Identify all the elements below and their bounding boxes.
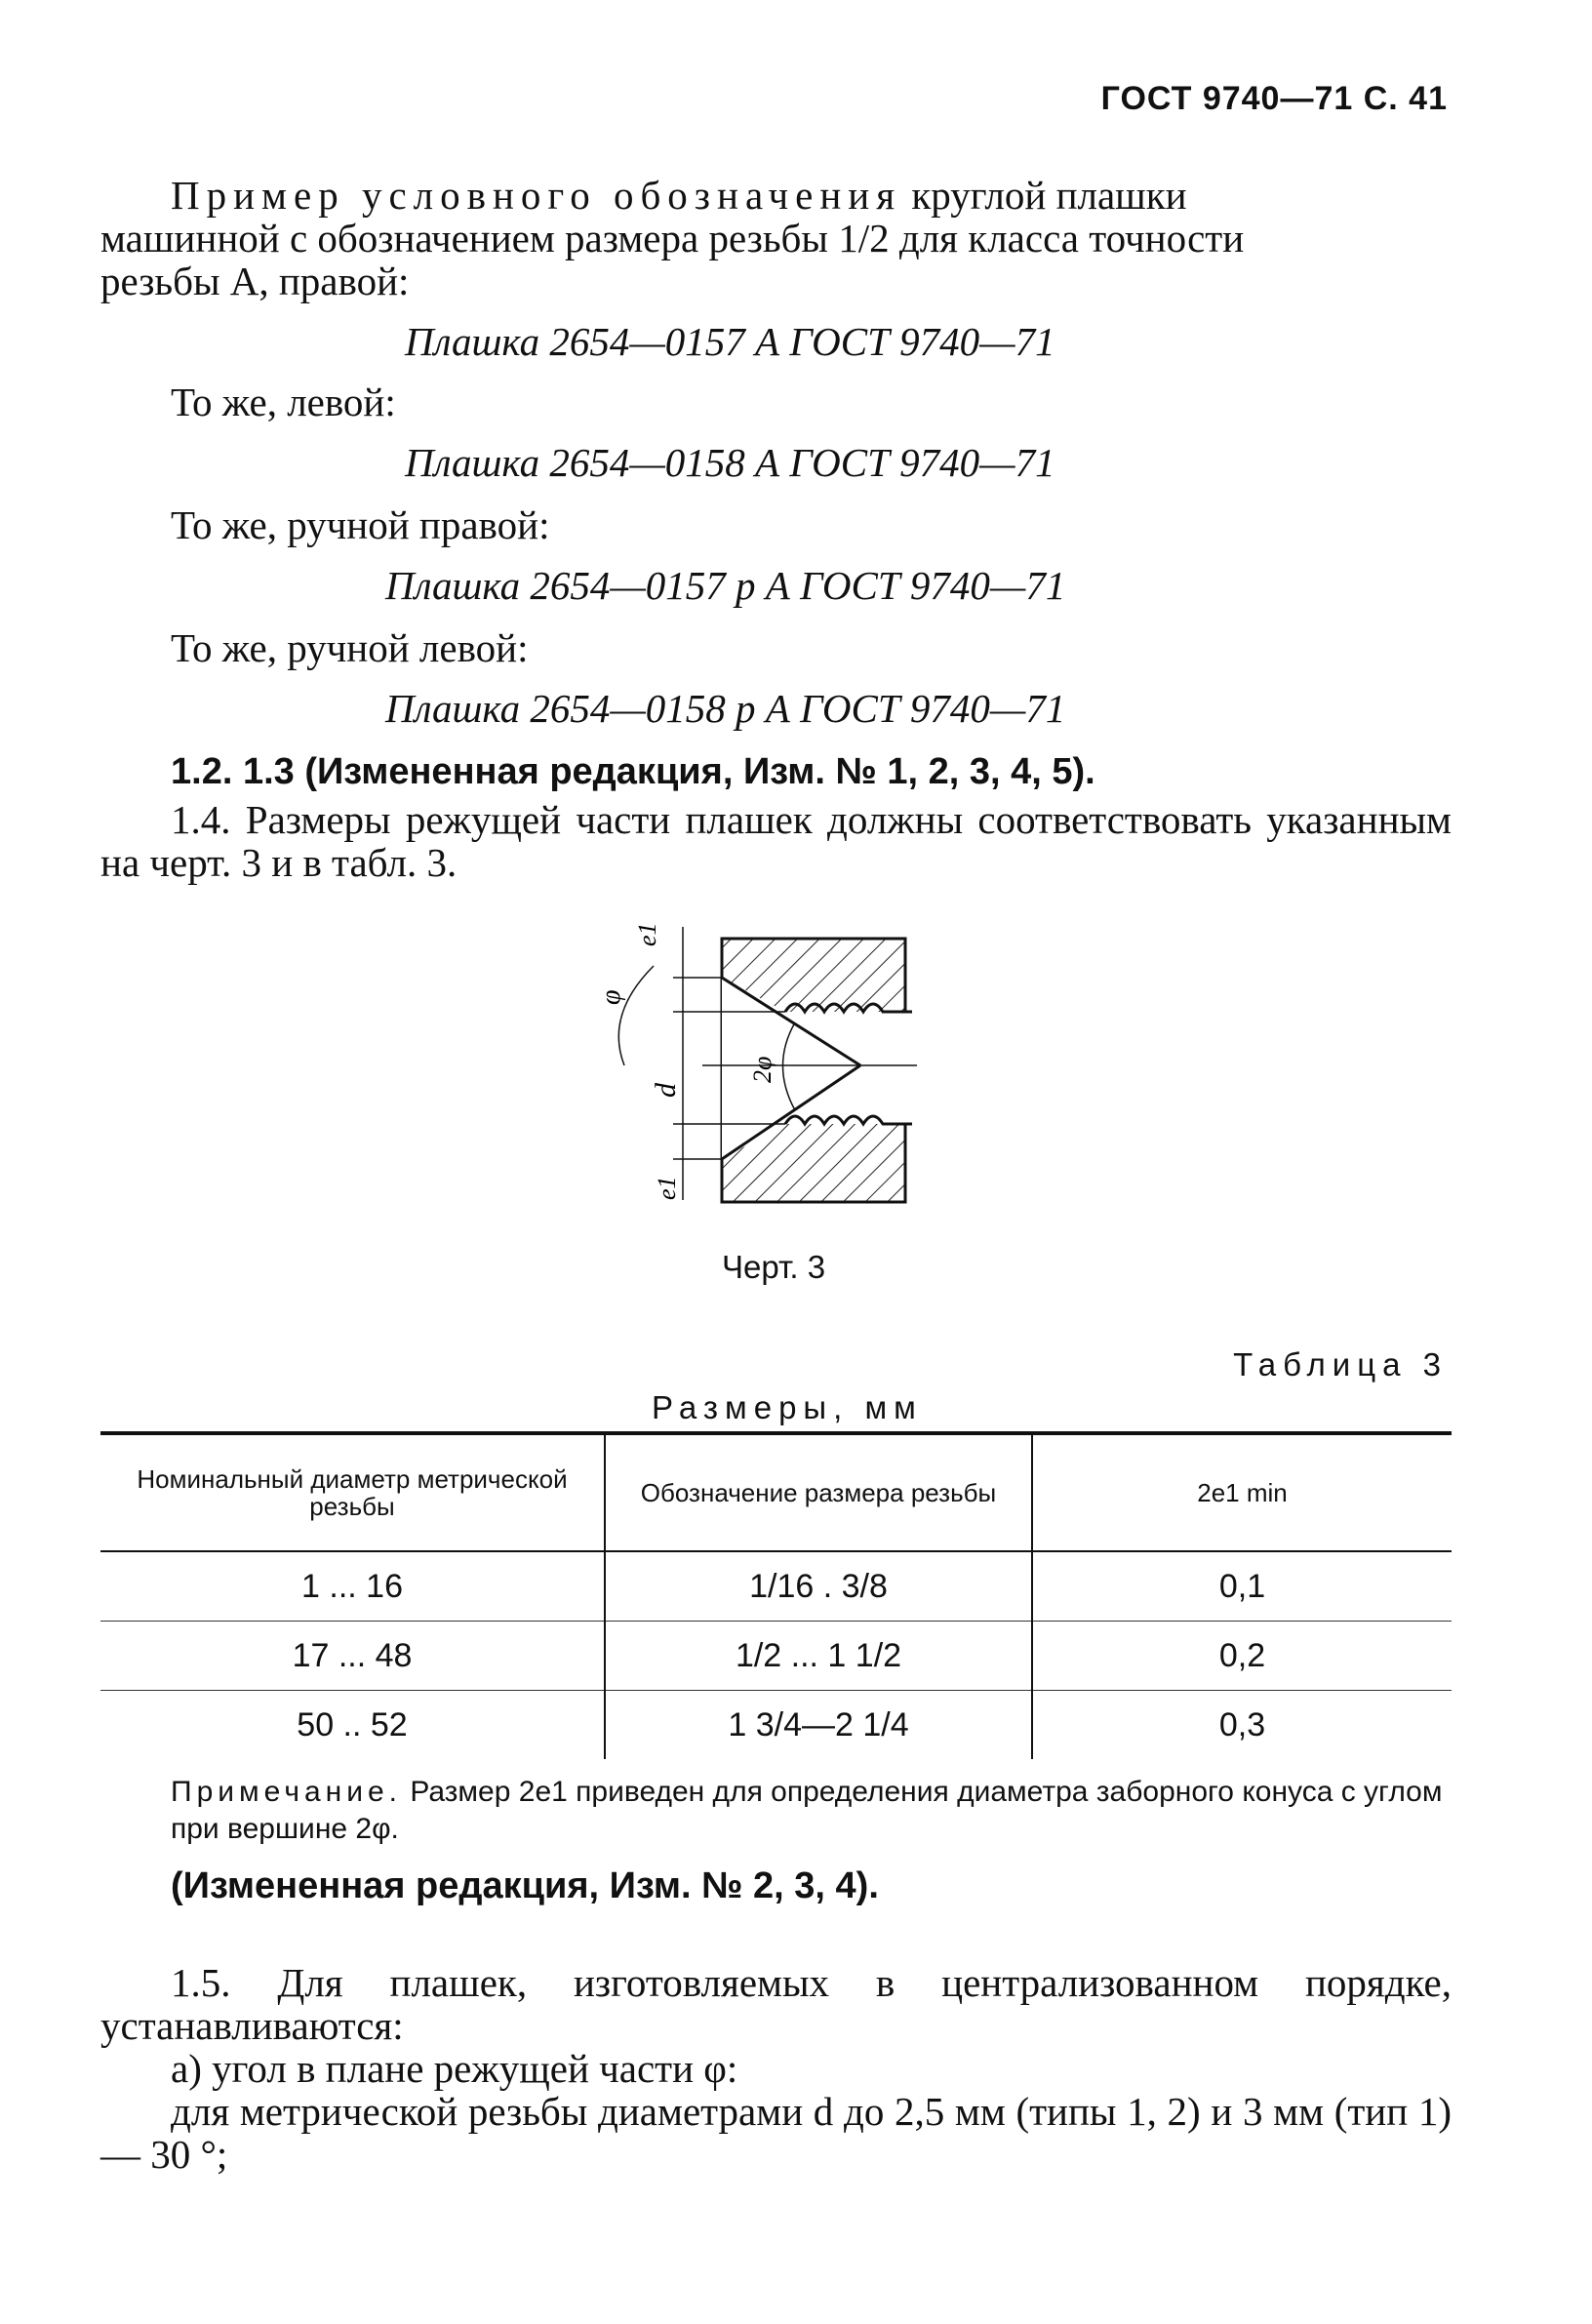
note-text: Размер 2e1 приведен для определения диаметра заборного конуса с углом при вершине 2φ. xyxy=(171,1776,1443,1845)
designation-4: Плашка 2654—0158 р А ГОСТ 9740—71 xyxy=(385,686,1066,731)
example-text-4: резьбы А, правой: xyxy=(100,259,410,303)
table-3 xyxy=(100,1431,1452,1759)
table-header-diameter: Номинальный диаметр метрической резьбы xyxy=(100,1433,605,1551)
p15-line-1: 1.5. Для плашек, изготовляемых в централизованном порядке, устанавливаются: xyxy=(100,1960,1452,2048)
drawing-caption: Черт. 3 xyxy=(722,1249,826,1285)
table-cell: 1 3/4—2 1/4 xyxy=(605,1691,1032,1760)
designation-1: Плашка 2654—0157 А ГОСТ 9740—71 xyxy=(405,319,1055,364)
table-cell: 1 ... 16 xyxy=(100,1551,605,1622)
amendment-2: (Измененная редакция, Изм. № 2, 3, 4). xyxy=(171,1865,879,1906)
table-cell: 17 ... 48 xyxy=(100,1622,605,1691)
label-phi: φ xyxy=(596,989,626,1005)
p15-line-2: а) угол в плане режущей части φ: xyxy=(171,2046,738,2091)
table-cell: 0,3 xyxy=(1218,1705,1266,1743)
table-cell: 50 .. 52 xyxy=(297,1705,408,1743)
designation-2: Плашка 2654—0158 А ГОСТ 9740—71 xyxy=(405,440,1055,485)
designation-label-2: То же, левой: xyxy=(171,380,396,424)
label-e1-top: e1 xyxy=(633,922,661,946)
label-d: d xyxy=(650,1083,682,1098)
table-row xyxy=(100,1551,1452,1622)
label-e1-bottom: e1 xyxy=(653,1176,681,1200)
paragraph-1-4: 1.4. Размеры режущей части плашек должны соответствовать указанным на черт. 3 и в табл. 3. xyxy=(100,797,1452,885)
designation-label-3: То же, ручной правой: xyxy=(171,502,550,547)
table-cell: 0,1 xyxy=(1032,1551,1452,1622)
example-text-2: машинной с обозначением размера резьбы xyxy=(100,216,839,260)
paragraph-1-5 xyxy=(100,1961,1452,2176)
table-title: Таблица 3 xyxy=(1233,1346,1448,1382)
designation-3: Плашка 2654—0157 р А ГОСТ 9740—71 xyxy=(385,563,1066,608)
label-2phi: 2φ xyxy=(748,1056,776,1083)
table-note xyxy=(171,1774,1452,1848)
example-fraction: 1/2 xyxy=(838,216,890,260)
table-row xyxy=(100,1622,1452,1691)
designation-label-4: То же, ручной левой: xyxy=(171,625,529,670)
table-header-designation: Обозначение размера резьбы xyxy=(605,1433,1032,1551)
example-lead: Пример условного обозначения xyxy=(171,173,902,218)
example-paragraph xyxy=(100,174,1452,302)
table-header-2e1: 2e1 min xyxy=(1032,1433,1452,1551)
table-row xyxy=(100,1691,1452,1760)
table-cell: 1/2 ... 1 1/2 xyxy=(605,1622,1032,1691)
example-text-1: круглой плашки xyxy=(901,173,1187,218)
p15-line-3: для метрической резьбы диаметрами d до 2,5 мм (типы 1, 2) и 3 мм (тип 1) — 30 °; xyxy=(100,2089,1452,2177)
table-units: Размеры, мм xyxy=(652,1389,923,1425)
amendment-1: 1.2. 1.3 (Измененная редакция, Изм. № 1, 2, 3, 4, 5). xyxy=(171,751,1095,792)
table-cell: 1/16 . 3/8 xyxy=(605,1551,1032,1622)
example-text-3: для класса точности xyxy=(889,216,1245,260)
page-header: ГОСТ 9740—71 С. 41 xyxy=(1100,80,1448,117)
table-cell: 0,2 xyxy=(1032,1622,1452,1691)
die-cross-section-drawing xyxy=(585,907,936,1220)
note-word: Примечание. xyxy=(171,1776,402,1808)
